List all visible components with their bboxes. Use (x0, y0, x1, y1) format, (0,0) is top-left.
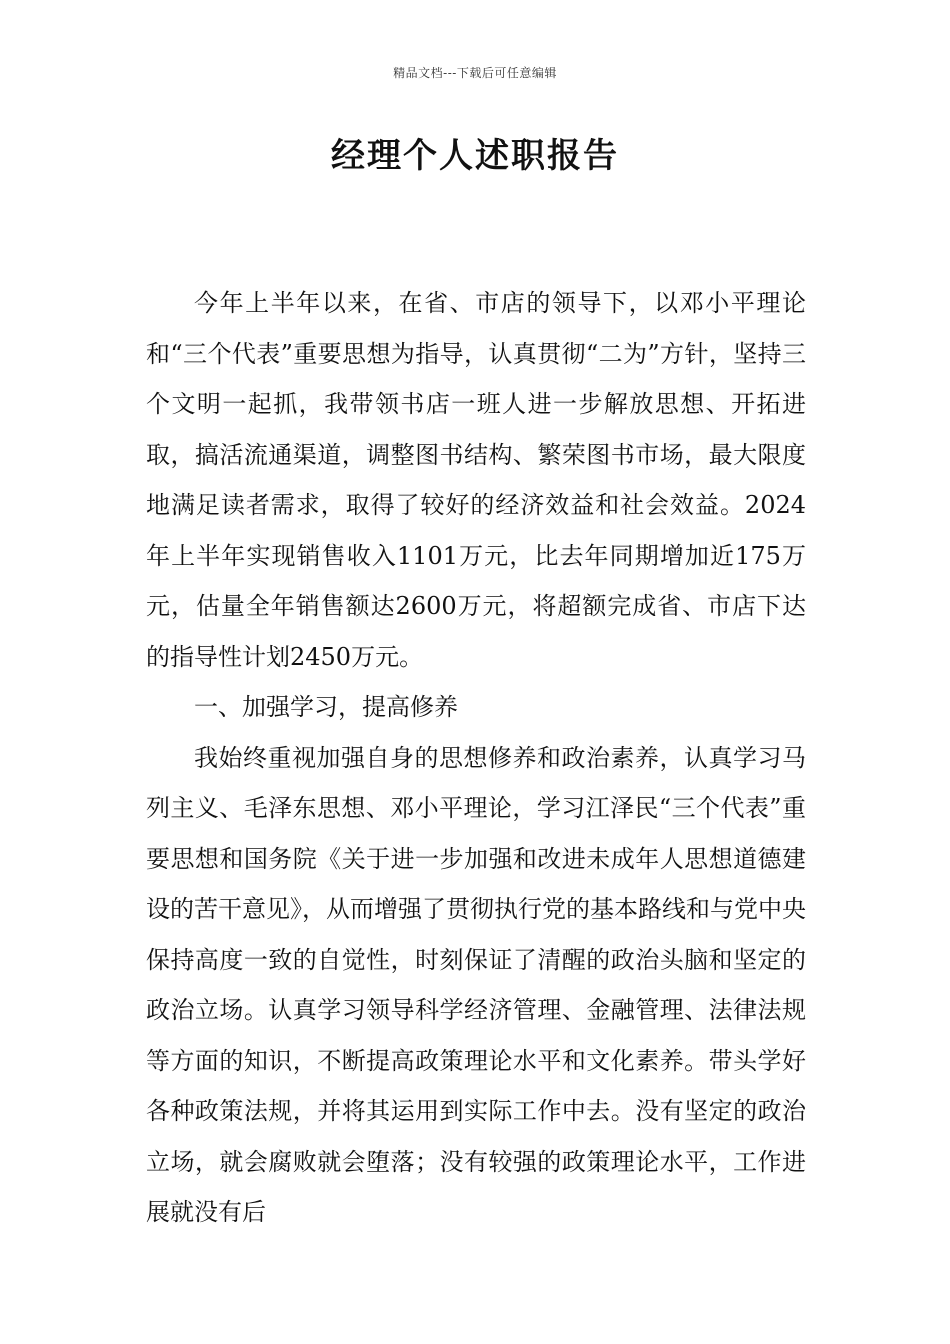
document-body (146, 278, 806, 1238)
paragraph-section-1: 我始终重视加强自身的思想修养和政治素养，认真学习马列主义、毛泽东思想、邓小平理论，学习江泽民“三个代表”重要思想和国务院《关于进一步加强和改进未成年人思想道德建设的苦干意见》，从而增强了贯彻执行党的基本路线和与党中央保持高度一致的自觉性，时刻保证了清醒的政治头脑和坚定的政治立场。认真学习领导科学经济管理、金融管理、法律法规等方面的知识，不断提高政策理论水平和文化素养。带头学好各种政策法规，并将其运用到实际工作中去。没有坚定的政治立场，就会腐败就会堕落；没有较强的政策理论水平，工作进展就没有后 (146, 743, 806, 1226)
page-title: 经理个人述职报告 (331, 136, 619, 176)
paragraph-intro: 今年上半年以来，在省、市店的领导下，以邓小平理论和“三个代表”重要思想为指导，认真贯彻“二为”方针，坚持三个文明一起抓，我带领书店一班人进一步解放思想、开拓进取，搞活流通渠道，调整图书结构、繁荣图书市场，最大限度地满足读者需求，取得了较好的经济效益和社会效益。2024年上半年实现销售收入1101万元，比去年同期增加近175万元，估量全年销售额达2600万元，将超额完成省、市店下达的指导性计划2450万元。 (146, 289, 806, 671)
header-note: 精品文档---下载后可任意编辑 (393, 66, 557, 80)
section-heading-1: 一、加强学习，提高修养 (194, 693, 458, 721)
